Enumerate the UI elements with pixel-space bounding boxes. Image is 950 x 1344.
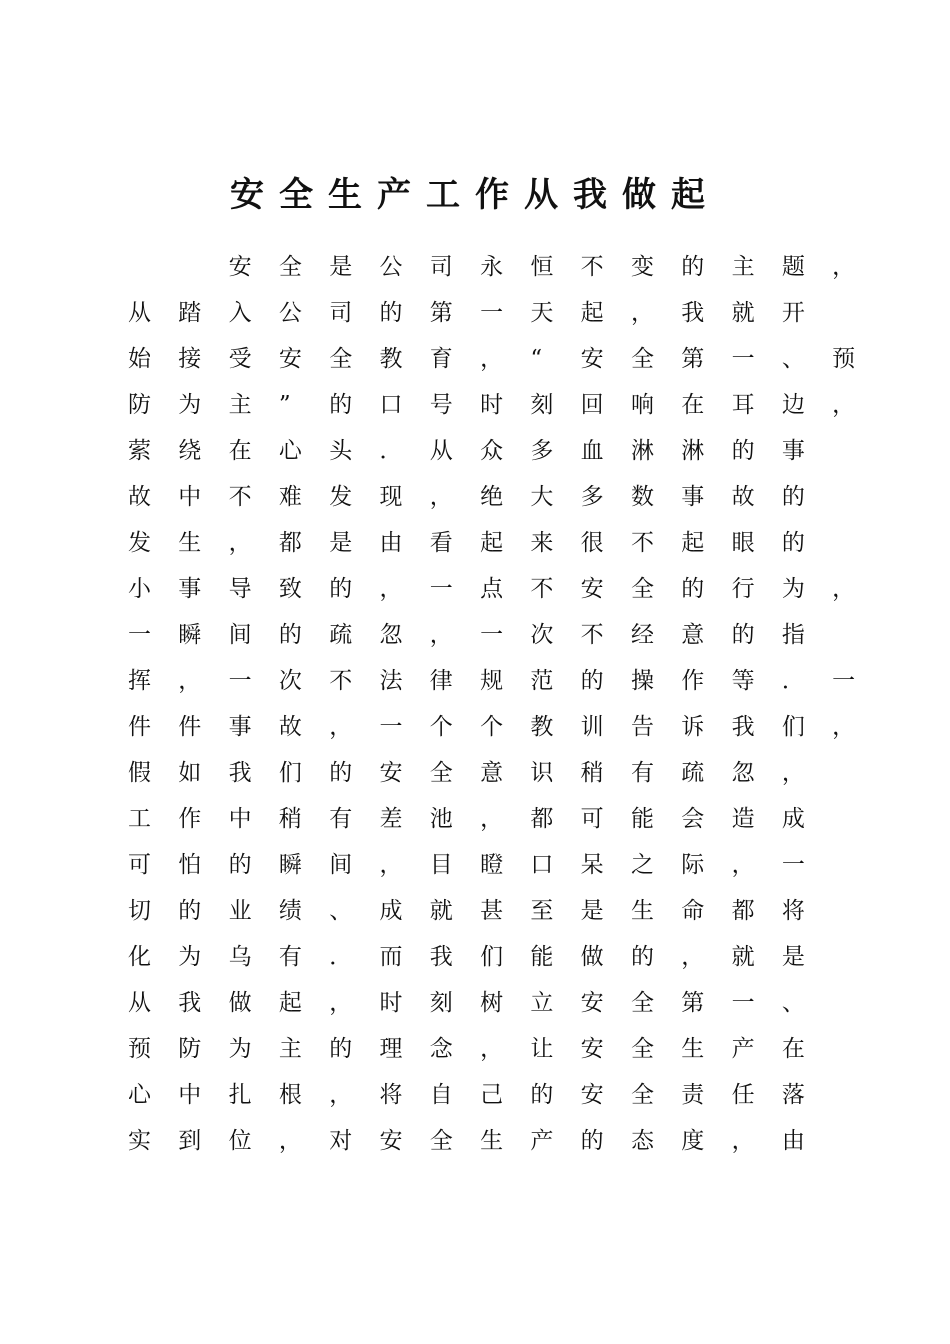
body-line: 件 件 事 故 ， 一 个 个 教 训 告 诉 我 们 ，	[128, 714, 856, 740]
body-line: 从 踏 入 公 司 的 第 一 天 起 ， 我 就 开	[128, 300, 805, 326]
body-line: 小 事 导 致 的 ， 一 点 不 安 全 的 行 为 ，	[128, 576, 856, 602]
body-line: 挥 ， 一 次 不 法 律 规 范 的 操 作 等 ． 一	[128, 668, 856, 694]
document-body	[128, 244, 856, 1164]
body-line: 预 防 为 主 的 理 念 ， 让 安 全 生 产 在	[128, 1036, 805, 1062]
body-line: 始 接 受 安 全 教 育 ， “ 安 全 第 一 、 预	[128, 346, 856, 372]
body-line: 切 的 业 绩 、 成 就 甚 至 是 生 命 都 将	[128, 898, 805, 924]
body-line: 工 作 中 稍 有 差 池 ， 都 可 能 会 造 成	[128, 806, 805, 832]
body-line: 化 为 乌 有 ． 而 我 们 能 做 的 ， 就 是	[128, 944, 805, 970]
body-line: 发 生 ， 都 是 由 看 起 来 很 不 起 眼 的	[128, 530, 805, 556]
body-line: 从 我 做 起 ， 时 刻 树 立 安 全 第 一 、	[128, 990, 805, 1016]
body-line: 可 怕 的 瞬 间 ， 目 瞪 口 呆 之 际 ， 一	[128, 852, 805, 878]
body-line: 假 如 我 们 的 安 全 意 识 稍 有 疏 忽 ，	[128, 760, 805, 786]
body-line: 萦 绕 在 心 头 ． 从 众 多 血 淋 淋 的 事	[128, 438, 805, 464]
body-line: 安 全 是 公 司 永 恒 不 变 的 主 题 ，	[228, 254, 856, 280]
body-line: 故 中 不 难 发 现 ， 绝 大 多 数 事 故 的	[128, 484, 805, 510]
body-line: 防 为 主 ” 的 口 号 时 刻 回 响 在 耳 边 ，	[128, 392, 856, 418]
document-title: 安全生产工作从我做起	[230, 175, 720, 215]
body-line: 心 中 扎 根 ， 将 自 己 的 安 全 责 任 落	[128, 1082, 805, 1108]
body-line: 实 到 位 ， 对 安 全 生 产 的 态 度 ， 由	[128, 1128, 805, 1154]
body-line: 一 瞬 间 的 疏 忽 ， 一 次 不 经 意 的 指	[128, 622, 805, 648]
